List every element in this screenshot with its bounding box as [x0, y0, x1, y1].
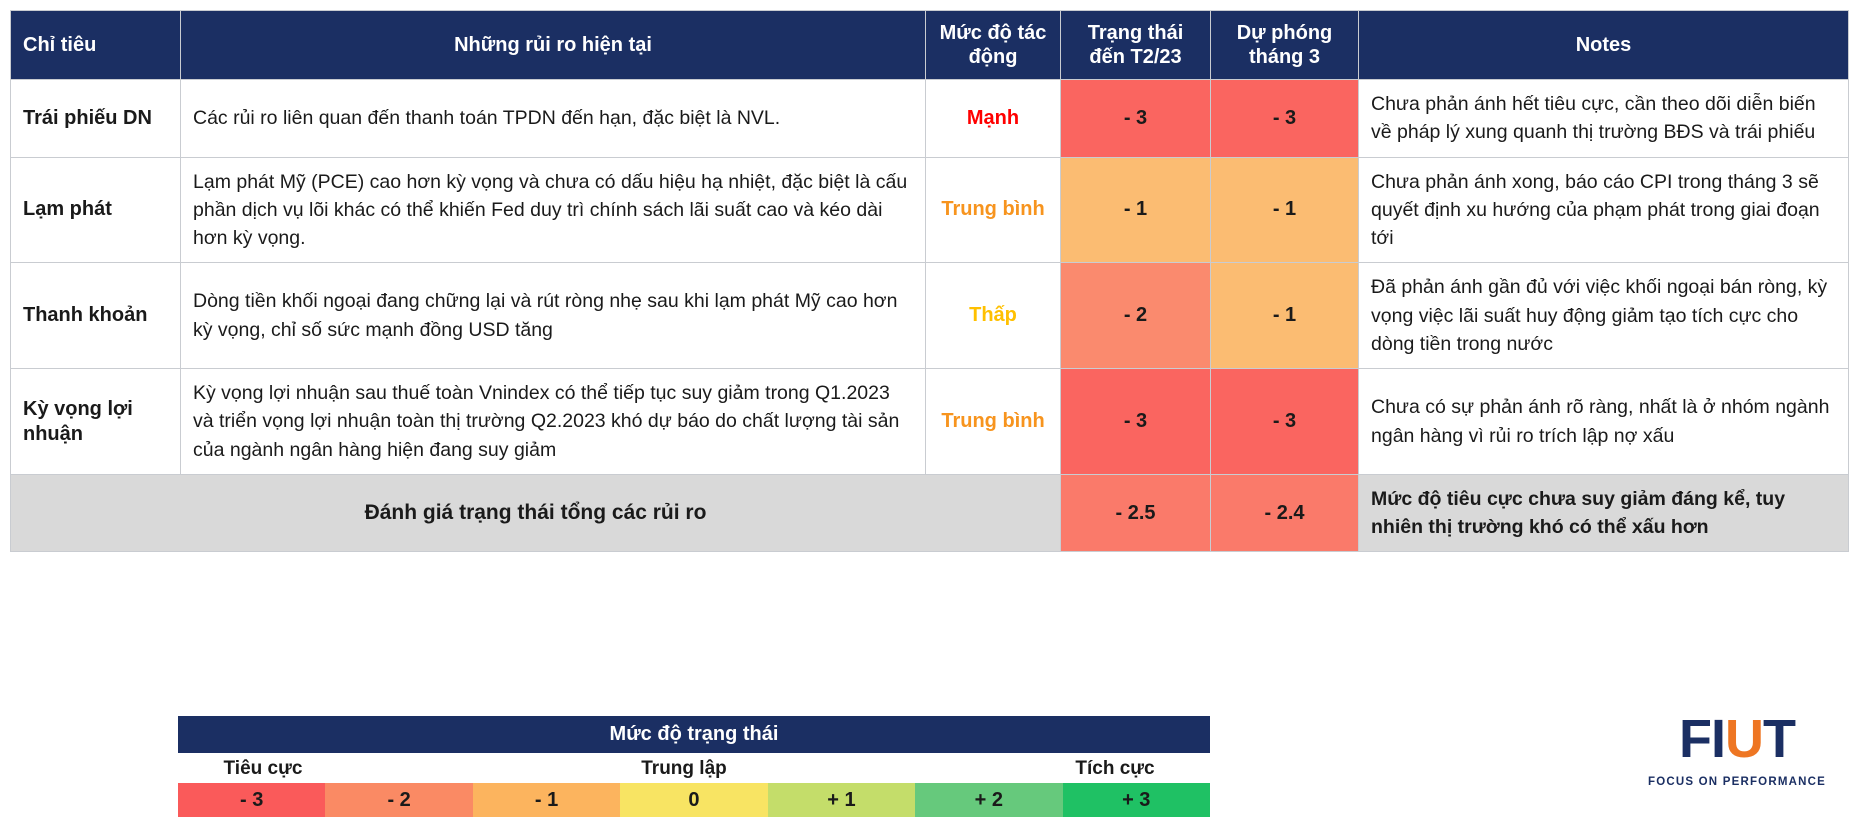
logo-text-part2: T — [1763, 709, 1795, 769]
column-header-risks: Những rủi ro hiện tại — [181, 11, 926, 80]
cell-risks: Các rủi ro liên quan đến thanh toán TPDN đến hạn, đặc biệt là NVL. — [181, 80, 926, 158]
cell-impact: Trung bình — [926, 157, 1061, 263]
cell-notes: Chưa phản ánh hết tiêu cực, cần theo dõi diễn biến về pháp lý xung quanh thị trường BĐS và trái phiếu — [1359, 80, 1849, 158]
legend-swatch: - 3 — [178, 783, 325, 817]
cell-impact: Thấp — [926, 263, 1061, 369]
logo-text-accent: U — [1725, 709, 1763, 769]
table-row — [11, 263, 1849, 369]
cell-status-score: - 3 — [1061, 80, 1211, 158]
cell-status-score: - 1 — [1061, 157, 1211, 263]
summary-notes: Mức độ tiêu cực chưa suy giảm đáng kể, tuy nhiên thị trường khó có thể xấu hơn — [1359, 474, 1849, 552]
cell-forecast-score: - 3 — [1211, 80, 1359, 158]
table-header-row — [11, 11, 1849, 80]
cell-indicator: Kỳ vọng lợi nhuận — [11, 369, 181, 475]
cell-notes: Chưa có sự phản ánh rõ ràng, nhất là ở nhóm ngành ngân hàng vì rủi ro trích lập nợ xấu — [1359, 369, 1849, 475]
summary-status-score: - 2.5 — [1061, 474, 1211, 552]
column-header-impact: Mức độ tác động — [926, 11, 1061, 80]
column-header-indicator: Chỉ tiêu — [11, 11, 181, 80]
legend-swatch: + 1 — [768, 783, 915, 817]
legend-caption-negative: Tiêu cực — [223, 758, 303, 779]
table-row — [11, 369, 1849, 475]
cell-indicator: Lạm phát — [11, 157, 181, 263]
cell-risks: Dòng tiền khối ngoại đang chững lại và rút ròng nhẹ sau khi lạm phát Mỹ cao hơn kỳ vọng, chỉ số sức mạnh đồng USD tăng — [181, 263, 926, 369]
legend-caption-positive: Tích cực — [1075, 758, 1155, 779]
column-header-status: Trạng thái đến T2/23 — [1061, 11, 1211, 80]
logo-wordmark — [1648, 709, 1826, 769]
logo-text-part1: FI — [1679, 709, 1725, 769]
table-body — [11, 80, 1849, 552]
legend-swatch: - 2 — [325, 783, 472, 817]
cell-indicator: Thanh khoản — [11, 263, 181, 369]
legend-swatch: - 1 — [473, 783, 620, 817]
cell-status-score: - 2 — [1061, 263, 1211, 369]
table-header — [11, 11, 1849, 80]
table-row — [11, 80, 1849, 158]
summary-row — [11, 474, 1849, 552]
legend-captions — [178, 753, 1210, 783]
legend-swatch: 0 — [620, 783, 767, 817]
legend-caption-neutral: Trung lập — [641, 758, 727, 779]
cell-forecast-score: - 1 — [1211, 263, 1359, 369]
legend-title: Mức độ trạng thái — [178, 716, 1210, 753]
cell-status-score: - 3 — [1061, 369, 1211, 475]
cell-risks: Kỳ vọng lợi nhuận sau thuế toàn Vnindex có thể tiếp tục suy giảm trong Q1.2023 và triển vọng lợi nhuận toàn thị trường Q2.2023 khó dự báo do chất lượng tài sản của ngành ngân hàng hiện đang suy giảm — [181, 369, 926, 475]
column-header-forecast: Dự phóng tháng 3 — [1211, 11, 1359, 80]
legend-scale — [178, 783, 1210, 817]
cell-forecast-score: - 1 — [1211, 157, 1359, 263]
cell-impact: Mạnh — [926, 80, 1061, 158]
summary-label: Đánh giá trạng thái tổng các rủi ro — [11, 474, 1061, 552]
cell-notes: Chưa phản ánh xong, báo cáo CPI trong tháng 3 sẽ quyết định xu hướng của phạm phát trong giai đoạn tới — [1359, 157, 1849, 263]
legend-swatch: + 3 — [1063, 783, 1210, 817]
cell-forecast-score: - 3 — [1211, 369, 1359, 475]
summary-forecast-score: - 2.4 — [1211, 474, 1359, 552]
legend — [178, 716, 1210, 817]
risk-assessment-table — [10, 10, 1849, 552]
logo-tagline: FOCUS ON PERFORMANCE — [1648, 776, 1826, 788]
table-row — [11, 157, 1849, 263]
cell-notes: Đã phản ánh gần đủ với việc khối ngoại bán ròng, kỳ vọng việc lãi suất huy động giảm tạo tích cực cho dòng tiền trong nước — [1359, 263, 1849, 369]
company-logo — [1648, 709, 1826, 788]
cell-indicator: Trái phiếu DN — [11, 80, 181, 158]
column-header-notes: Notes — [1359, 11, 1849, 80]
cell-risks: Lạm phát Mỹ (PCE) cao hơn kỳ vọng và chưa có dấu hiệu hạ nhiệt, đặc biệt là cấu phần dịch vụ lõi khác có thể khiến Fed duy trì chính sách lãi suất cao và kéo dài hơn kỳ vọng. — [181, 157, 926, 263]
legend-swatch: + 2 — [915, 783, 1062, 817]
cell-impact: Trung bình — [926, 369, 1061, 475]
